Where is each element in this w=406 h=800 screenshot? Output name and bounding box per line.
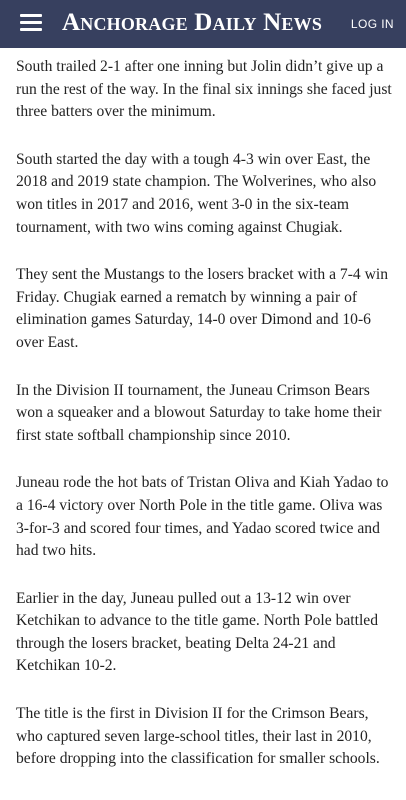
site-header (0, 0, 406, 48)
article-paragraph: South started the day with a tough 4-3 win over East, the 2018 and 2019 state champion. The Wolverines, who also won titles in 2017 and 2016, went 3-0 in the six-team tournament, with two wins coming against Chugiak. (16, 150, 377, 236)
menu-bar-middle (20, 21, 42, 24)
article-paragraph: They sent the Mustangs to the losers bracket with a 7-4 win Friday. Chugiak earned a rematch by winning a pair of elimination games Saturday, 14-0 over Dimond and 10-6 over East. (16, 266, 389, 351)
article-paragraph: Earlier in the day, Juneau pulled out a 13-12 win over Ketchikan to advance to the title game. North Pole battled through the losers bracket, beating Delta 24-21 and Ketchikan 10-2. (16, 589, 379, 675)
hamburger-menu-icon[interactable] (20, 14, 42, 32)
menu-bar-bottom (20, 28, 42, 31)
login-link[interactable]: LOG IN (350, 17, 394, 31)
article-paragraph: In the Division II tournament, the Juneau Crimson Bears won a squeaker and a blowout Saturday to take home their first state softball championship since 2010. (16, 381, 382, 444)
article-body (0, 48, 406, 771)
article-paragraph: Juneau rode the hot bats of Tristan Oliva and Kiah Yadao to a 16-4 victory over North Pole in the title game. Oliva was 3-for-3 and scored four times, and Yadao scored twice and had two hits. (16, 474, 389, 560)
article-paragraph: The title is the first in Division II for the Crimson Bears, who captured seven large-school titles, their last in 2010, before dropping into the classification for smaller schools. (16, 705, 380, 768)
site-logo[interactable]: Anchorage Daily News (62, 9, 323, 36)
article-paragraph: South trailed 2-1 after one inning but Jolin didn’t give up a run the rest of the way. In the final six innings she faced just three batters over the minimum. (16, 58, 392, 121)
menu-bar-top (20, 14, 42, 17)
